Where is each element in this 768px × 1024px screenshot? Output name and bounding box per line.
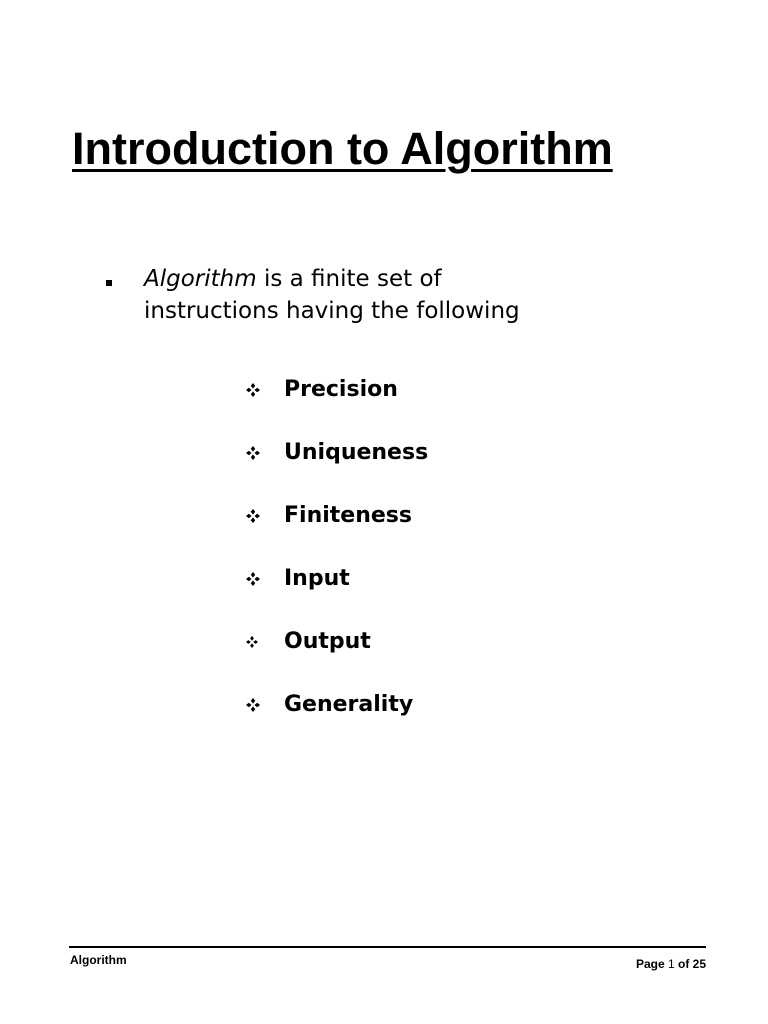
- intro-paragraph: [144, 263, 624, 327]
- list-item: [246, 358, 428, 421]
- diamond-bullet-icon: [246, 383, 284, 397]
- property-label: Input: [284, 565, 350, 591]
- list-item: [246, 610, 428, 673]
- list-item: [246, 673, 428, 736]
- footer-document-title: Algorithm: [70, 953, 127, 967]
- page-title: Introduction to Algorithm: [72, 123, 613, 174]
- property-list: [246, 358, 428, 736]
- property-label: Precision: [284, 376, 398, 402]
- intro-text-line1: is a finite set of: [256, 266, 442, 292]
- intro-text-line2: instructions having the following: [144, 298, 520, 324]
- list-item: [246, 484, 428, 547]
- diamond-bullet-icon: [246, 698, 284, 712]
- list-item: [246, 421, 428, 484]
- diamond-bullet-icon: [246, 572, 284, 586]
- footer-page-number: 1: [667, 957, 675, 971]
- footer-divider: [69, 946, 706, 948]
- square-bullet-icon: [106, 280, 112, 286]
- diamond-bullet-icon: [246, 446, 284, 460]
- property-label: Output: [284, 628, 371, 654]
- footer-page-prefix: Page: [635, 957, 668, 971]
- list-item: [246, 547, 428, 610]
- property-label: Generality: [284, 691, 414, 717]
- diamond-bullet-icon: [246, 509, 284, 523]
- diamond-bullet-icon: [246, 636, 284, 648]
- property-label: Uniqueness: [284, 439, 429, 465]
- property-label: Finiteness: [284, 502, 412, 528]
- intro-term: Algorithm: [144, 266, 257, 292]
- footer-page-indicator: [636, 957, 706, 971]
- footer-page-suffix: of 25: [674, 957, 706, 971]
